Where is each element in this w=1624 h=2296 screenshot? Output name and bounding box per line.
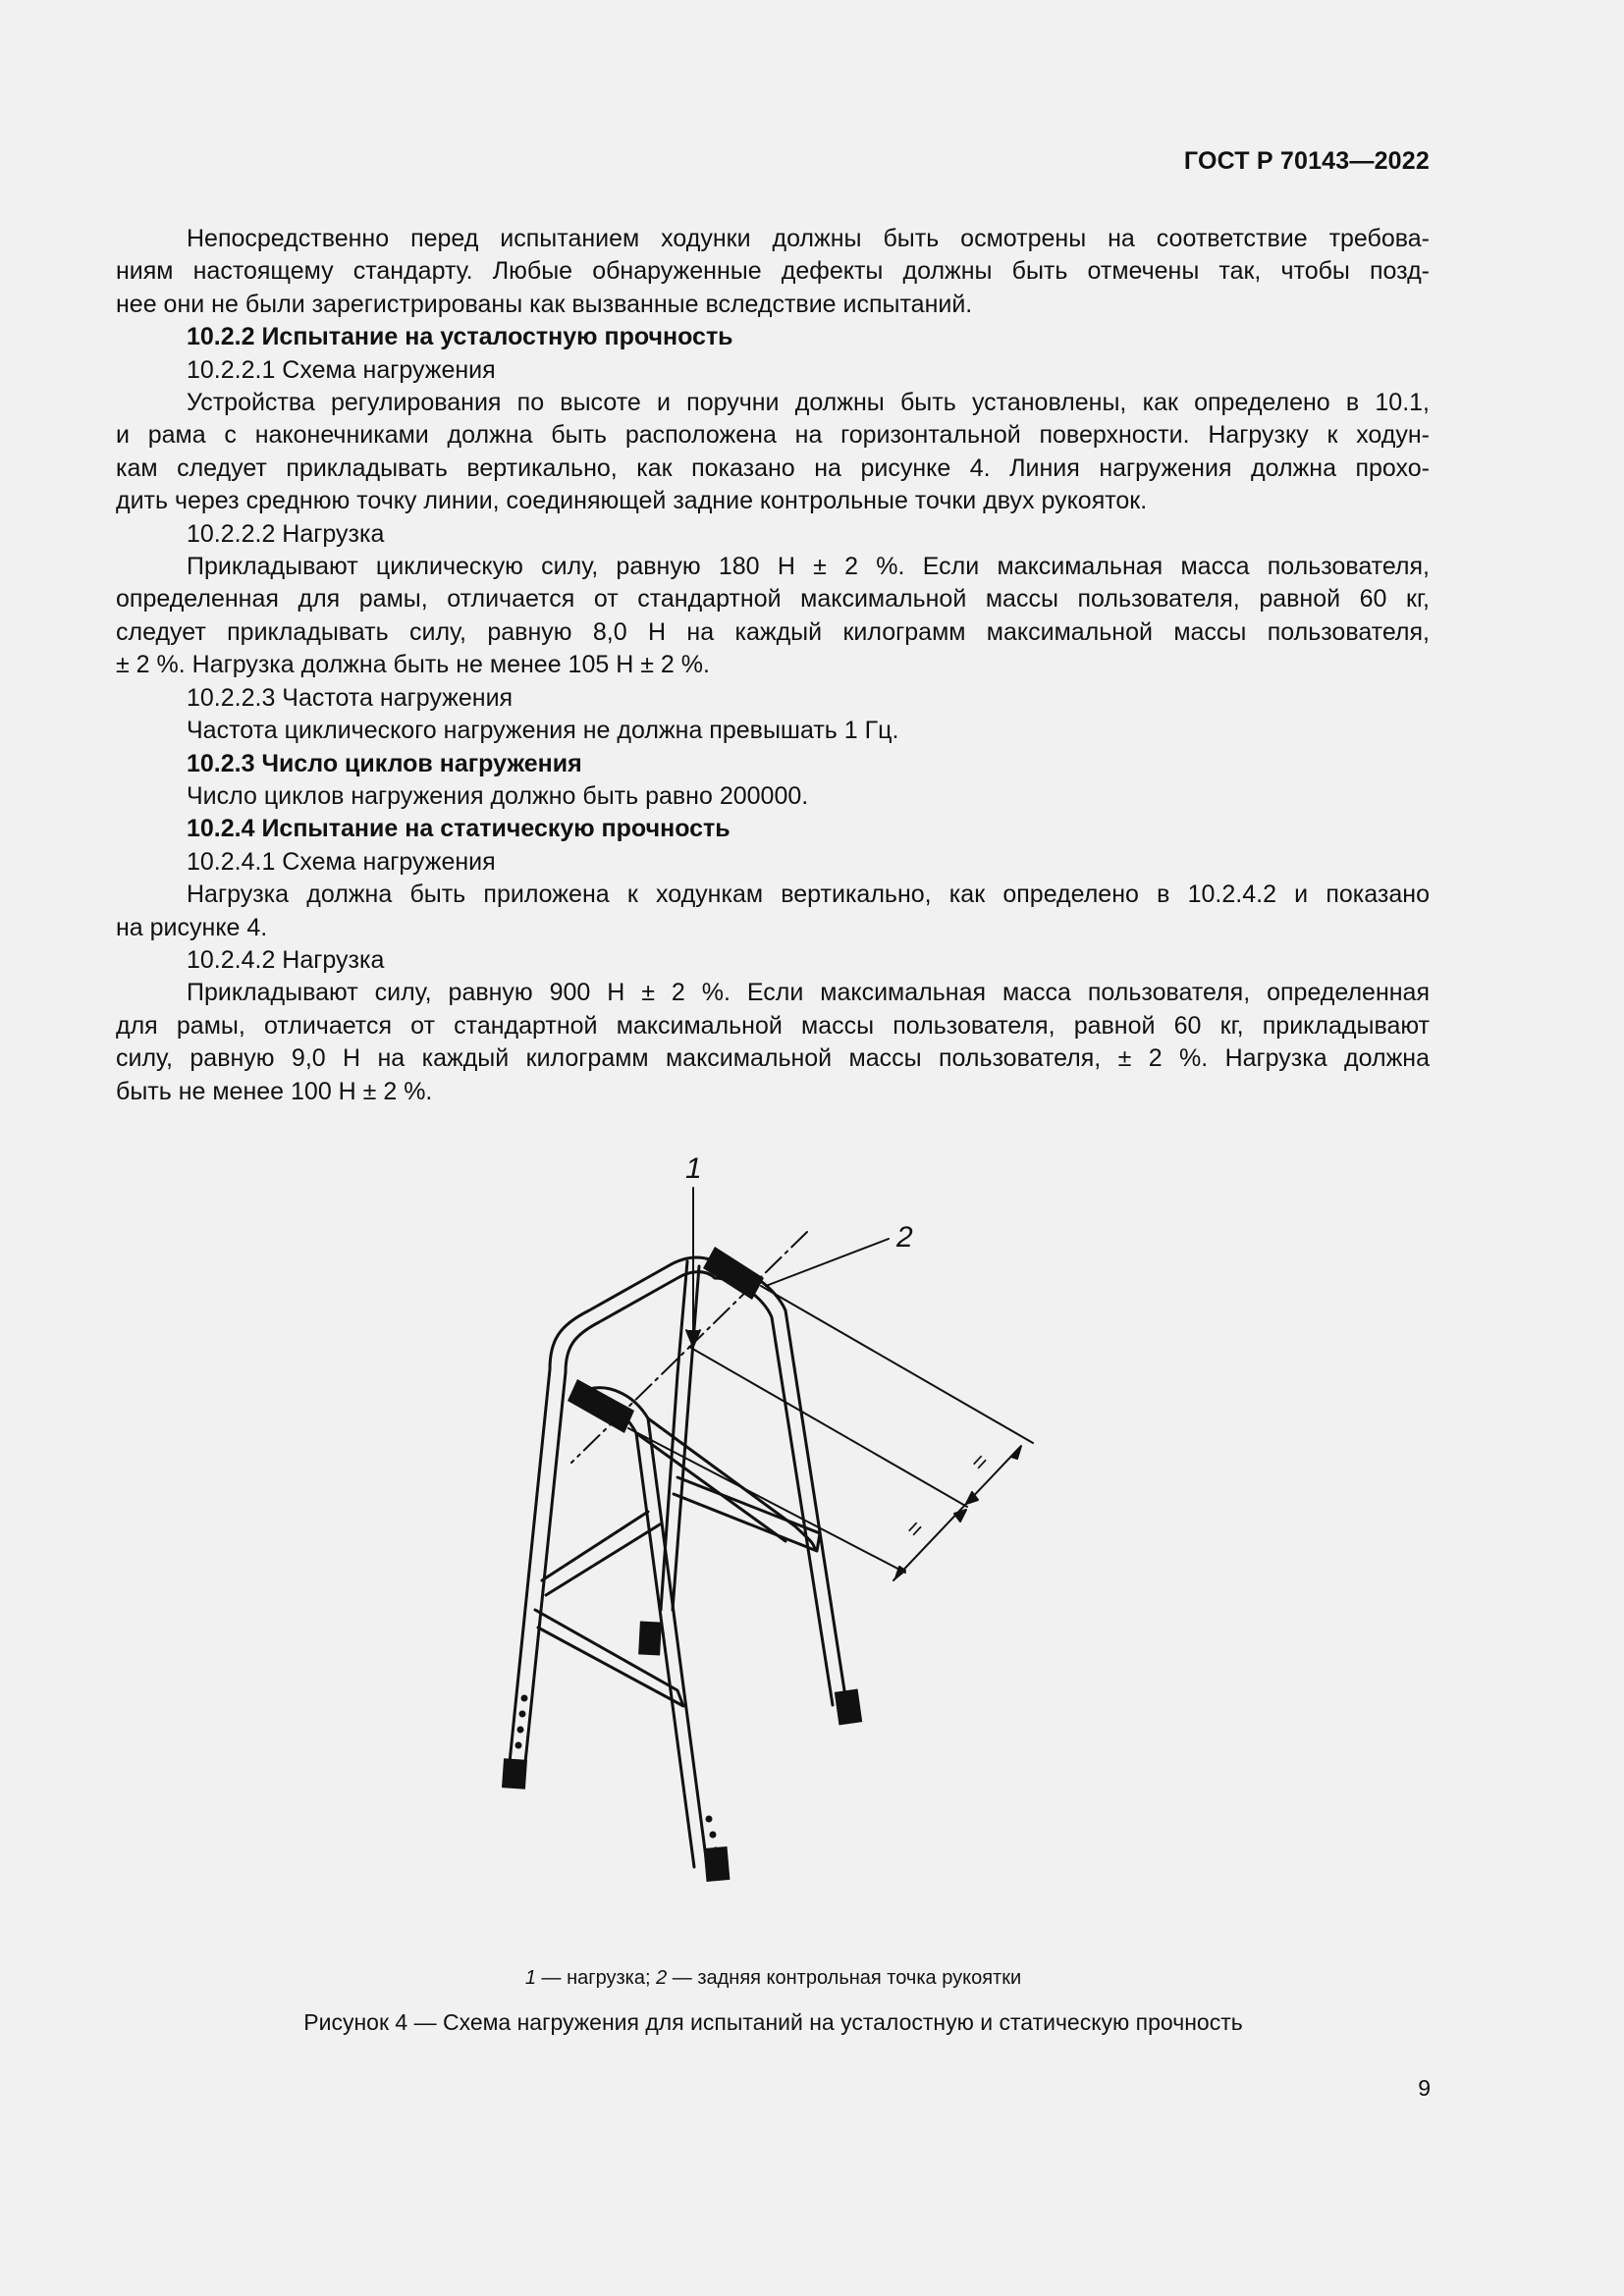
p-static-load-l1: Прикладывают силу, равную 900 Н ± 2 %. Если максимальная масса пользователя, определенная bbox=[187, 979, 1430, 1007]
heading-10-2-4: 10.2.4 Испытание на статическую прочность bbox=[187, 815, 731, 843]
equal-mark-upper: = bbox=[965, 1448, 995, 1477]
legend-key-2: 2 bbox=[656, 1967, 668, 1989]
legend-text-1: — нагрузка; bbox=[536, 1967, 657, 1989]
figure-caption: Рисунок 4 — Схема нагружения для испытаний на усталостную и статическую прочность bbox=[303, 2009, 1243, 2035]
subheading-10-2-4-1: 10.2.4.1 Схема нагружения bbox=[187, 847, 496, 876]
legend-key-1: 1 bbox=[524, 1967, 536, 1989]
p-inspection-l2: ниям настоящему стандарту. Любые обнаруженные дефекты должны быть отмечены так, чтобы позд- bbox=[116, 257, 1430, 286]
subheading-10-2-2-3: 10.2.2.3 Частота нагружения bbox=[187, 683, 514, 712]
rear-inner-tip bbox=[638, 1621, 662, 1655]
p-loading-scheme-l4: дить через среднюю точку линии, соединяющей задние контрольные точки двух рукояток. bbox=[116, 487, 1148, 515]
p-static-scheme-l1: Нагрузка должна быть приложена к ходункам вертикально, как определено в 10.2.4.2 и показано bbox=[187, 881, 1430, 909]
p-loading-scheme-l1: Устройства регулирования по высоте и поручни должны быть установлены, как определено в 10.1, bbox=[187, 389, 1430, 417]
figure-4-walker-diagram bbox=[461, 1139, 1100, 1924]
callout-1-label: 1 bbox=[685, 1152, 702, 1185]
walker-drawing bbox=[461, 1139, 1100, 1924]
p-loading-scheme-l2: и рама с наконечниками должна быть расположена на горизонтальной поверхности. Нагрузку к ходун- bbox=[116, 421, 1430, 450]
p-cyclic-load-l2: определенная для рамы, отличается от стандартной максимальной массы пользователя, равной 60 кг, bbox=[116, 585, 1430, 614]
p-inspection-l1: Непосредственно перед испытанием ходунки должны быть осмотрены на соответствие требова- bbox=[187, 225, 1430, 252]
equal-mark-lower: = bbox=[900, 1515, 930, 1544]
document-designation: ГОСТ Р 70143—2022 bbox=[1183, 147, 1430, 175]
legend-text-2: — задняя контрольная точка рукоятки bbox=[667, 1967, 1022, 1989]
p-static-load-l4: быть не менее 100 Н ± 2 %. bbox=[116, 1077, 433, 1105]
p-cycles: Число циклов нагружения должно быть равно 200000. bbox=[187, 781, 809, 810]
leader-2 bbox=[766, 1239, 889, 1286]
subheading-10-2-2-2: 10.2.2.2 Нагрузка bbox=[187, 519, 385, 548]
heading-10-2-3: 10.2.3 Число циклов нагружения bbox=[187, 749, 582, 777]
p-cyclic-load-l4: ± 2 %. Нагрузка должна быть не менее 105 Н ± 2 %. bbox=[116, 651, 710, 679]
p-static-scheme-l2: на рисунке 4. bbox=[116, 913, 268, 941]
subheading-10-2-4-2: 10.2.4.2 Нагрузка bbox=[187, 945, 385, 974]
subheading-10-2-2-1: 10.2.2.1 Схема нагружения bbox=[187, 355, 496, 384]
p-cyclic-load-l3: следует прикладывать силу, равную 8,0 Н на каждый килограмм максимальной массы пользователя, bbox=[116, 617, 1430, 646]
p-loading-scheme-l3: кам следует прикладывать вертикально, как показано на рисунке 4. Линия нагружения должна прохо- bbox=[116, 454, 1430, 482]
body-text bbox=[116, 223, 1430, 1108]
p-inspection-l3: нее они не были зарегистрированы как вызванные вследствие испытаний. bbox=[116, 290, 973, 318]
handle-grips bbox=[568, 1247, 764, 1433]
heading-10-2-2: 10.2.2 Испытание на усталостную прочность bbox=[187, 323, 733, 351]
p-cyclic-load-l1: Прикладывают циклическую силу, равную 180 Н ± 2 %. Если максимальная масса пользователя, bbox=[187, 553, 1430, 581]
rear-right-tip bbox=[835, 1688, 862, 1725]
page-number: 9 bbox=[1418, 2075, 1431, 2101]
front-right-frame bbox=[581, 1388, 815, 1867]
p-static-load-l2: для рамы, отличается от стандартной максимальной массы пользователя, равной 60 кг, прикладывают bbox=[116, 1011, 1430, 1040]
p-frequency: Частота циклического нагружения не должна превышать 1 Гц. bbox=[187, 717, 899, 745]
p-static-load-l3: силу, равную 9,0 Н на каждый килограмм максимальной массы пользователя, ± 2 %. Нагрузка должна bbox=[116, 1044, 1430, 1073]
callout-2-label: 2 bbox=[896, 1221, 913, 1254]
figure-legend bbox=[0, 1967, 1546, 1990]
front-left-tip bbox=[502, 1758, 527, 1789]
